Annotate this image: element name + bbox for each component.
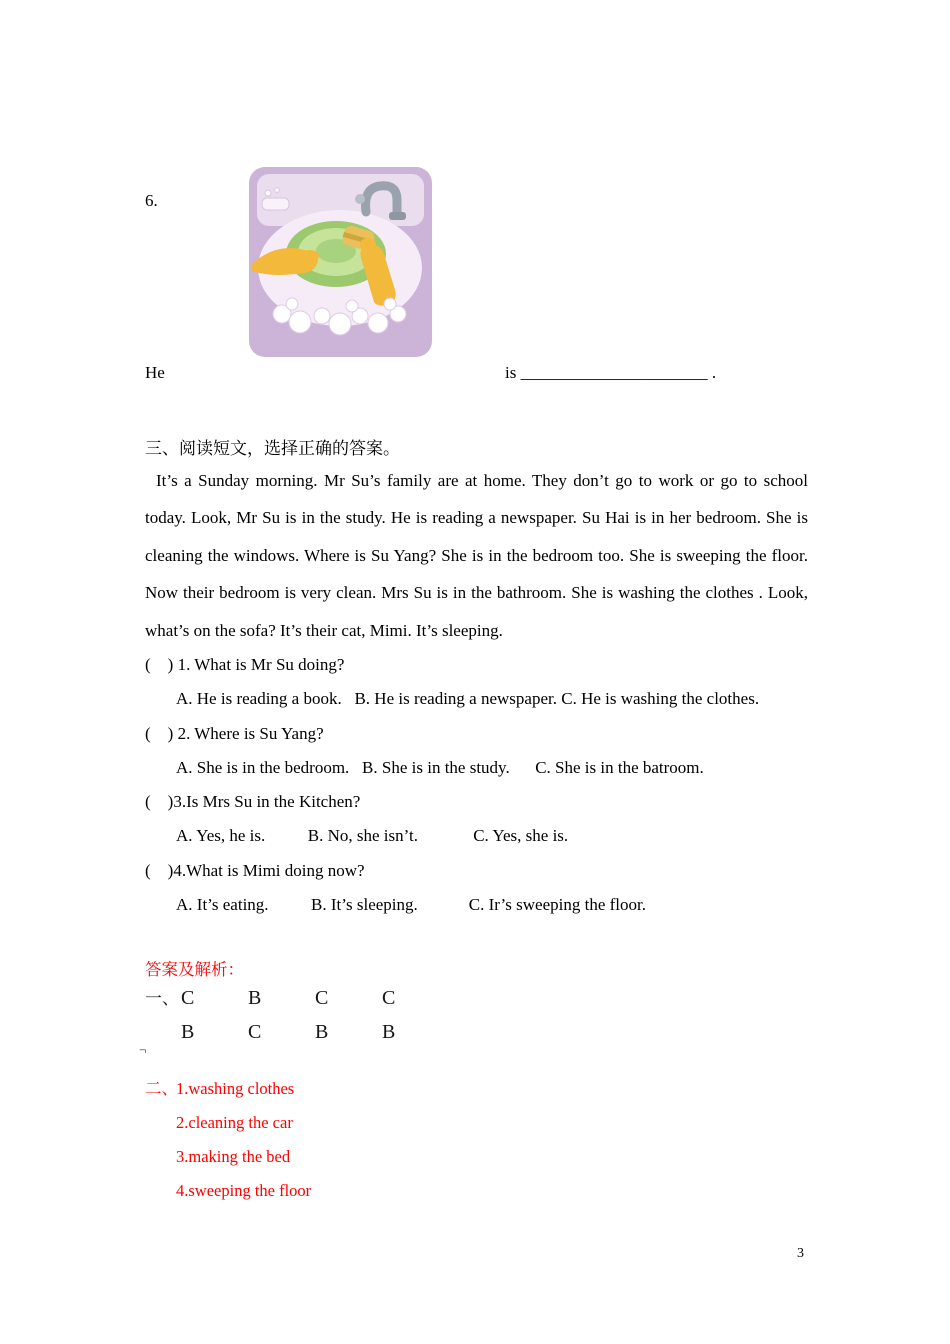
answer-row-1 [145, 984, 449, 1010]
question-line: ( )4.What is Mimi doing now? [145, 860, 365, 880]
washing-dishes-illustration [248, 166, 433, 363]
answer-item: 4.sweeping the floor [176, 1181, 312, 1200]
washing-dishes-icon [248, 166, 433, 358]
reading-passage: It’s a Sunday morning. Mr Su’s family are at home. They don’t go to work or go to school today. Look, Mr Su is in the study. He is reading a newspaper. Su Hai is in her bedroom. She is cleaning the windows. Where is Su Yang? She is in the bedroom too. She is sweeping the floor. Now their bedroom is very clean. Mrs Su is in the bathroom. She is washing the clothes . Look, what’s on the sofa? It’s their cat, Mimi. It’s sleeping. [145, 471, 808, 640]
section3-heading: 三、阅读短文，选择正确的答案。 [145, 439, 400, 458]
answer-letter: C [181, 987, 195, 1009]
option-line: A. She is in the bedroom. B. She is in the study. C. She is in the batroom. [176, 757, 704, 777]
answer-letter: C [248, 1021, 262, 1043]
option-line: A. He is reading a book. B. He is reading a newspaper. C. He is washing the clothes. [176, 689, 760, 709]
answer-letter: B [248, 987, 262, 1009]
answer-letter: B [382, 1021, 396, 1043]
sentence-pronoun: He [145, 363, 165, 382]
sentence-blank: is ______________________ . [505, 363, 717, 382]
answer-letter: B [315, 1021, 329, 1043]
page-number: 3 [797, 1246, 804, 1261]
answer-row-2 [181, 1021, 449, 1044]
item6-label: 6. [145, 191, 158, 210]
answer-letter: C [382, 987, 396, 1009]
answer-item: 3.making the bed [176, 1147, 291, 1166]
question-line: ( ) 2. Where is Su Yang? [145, 723, 324, 743]
answer-letter: B [181, 1021, 195, 1043]
stray-mark: ¬ [139, 1042, 147, 1057]
answer-section2-label: 二、 [145, 1079, 178, 1098]
item6-sentence [145, 363, 807, 389]
question-list [145, 648, 825, 922]
answer-item [145, 1072, 311, 1106]
answer-item-text: 1.washing clothes [176, 1079, 295, 1098]
answer-letter: C [315, 987, 329, 1009]
answers-heading: 答案及解析： [145, 960, 244, 979]
option-line: A. It’s eating. B. It’s sleeping. C. Ir’s sweeping the floor. [176, 895, 646, 915]
question-line: ( )3.Is Mrs Su in the Kitchen? [145, 792, 361, 812]
answer-section2 [145, 1072, 311, 1208]
answer-row1-label: 一、 [145, 989, 179, 1008]
question-line: ( ) 1. What is Mr Su doing? [145, 655, 345, 674]
option-line: A. Yes, he is. B. No, she isn’t. C. Yes, she is. [176, 826, 569, 846]
answer-item: 2.cleaning the car [176, 1113, 293, 1132]
